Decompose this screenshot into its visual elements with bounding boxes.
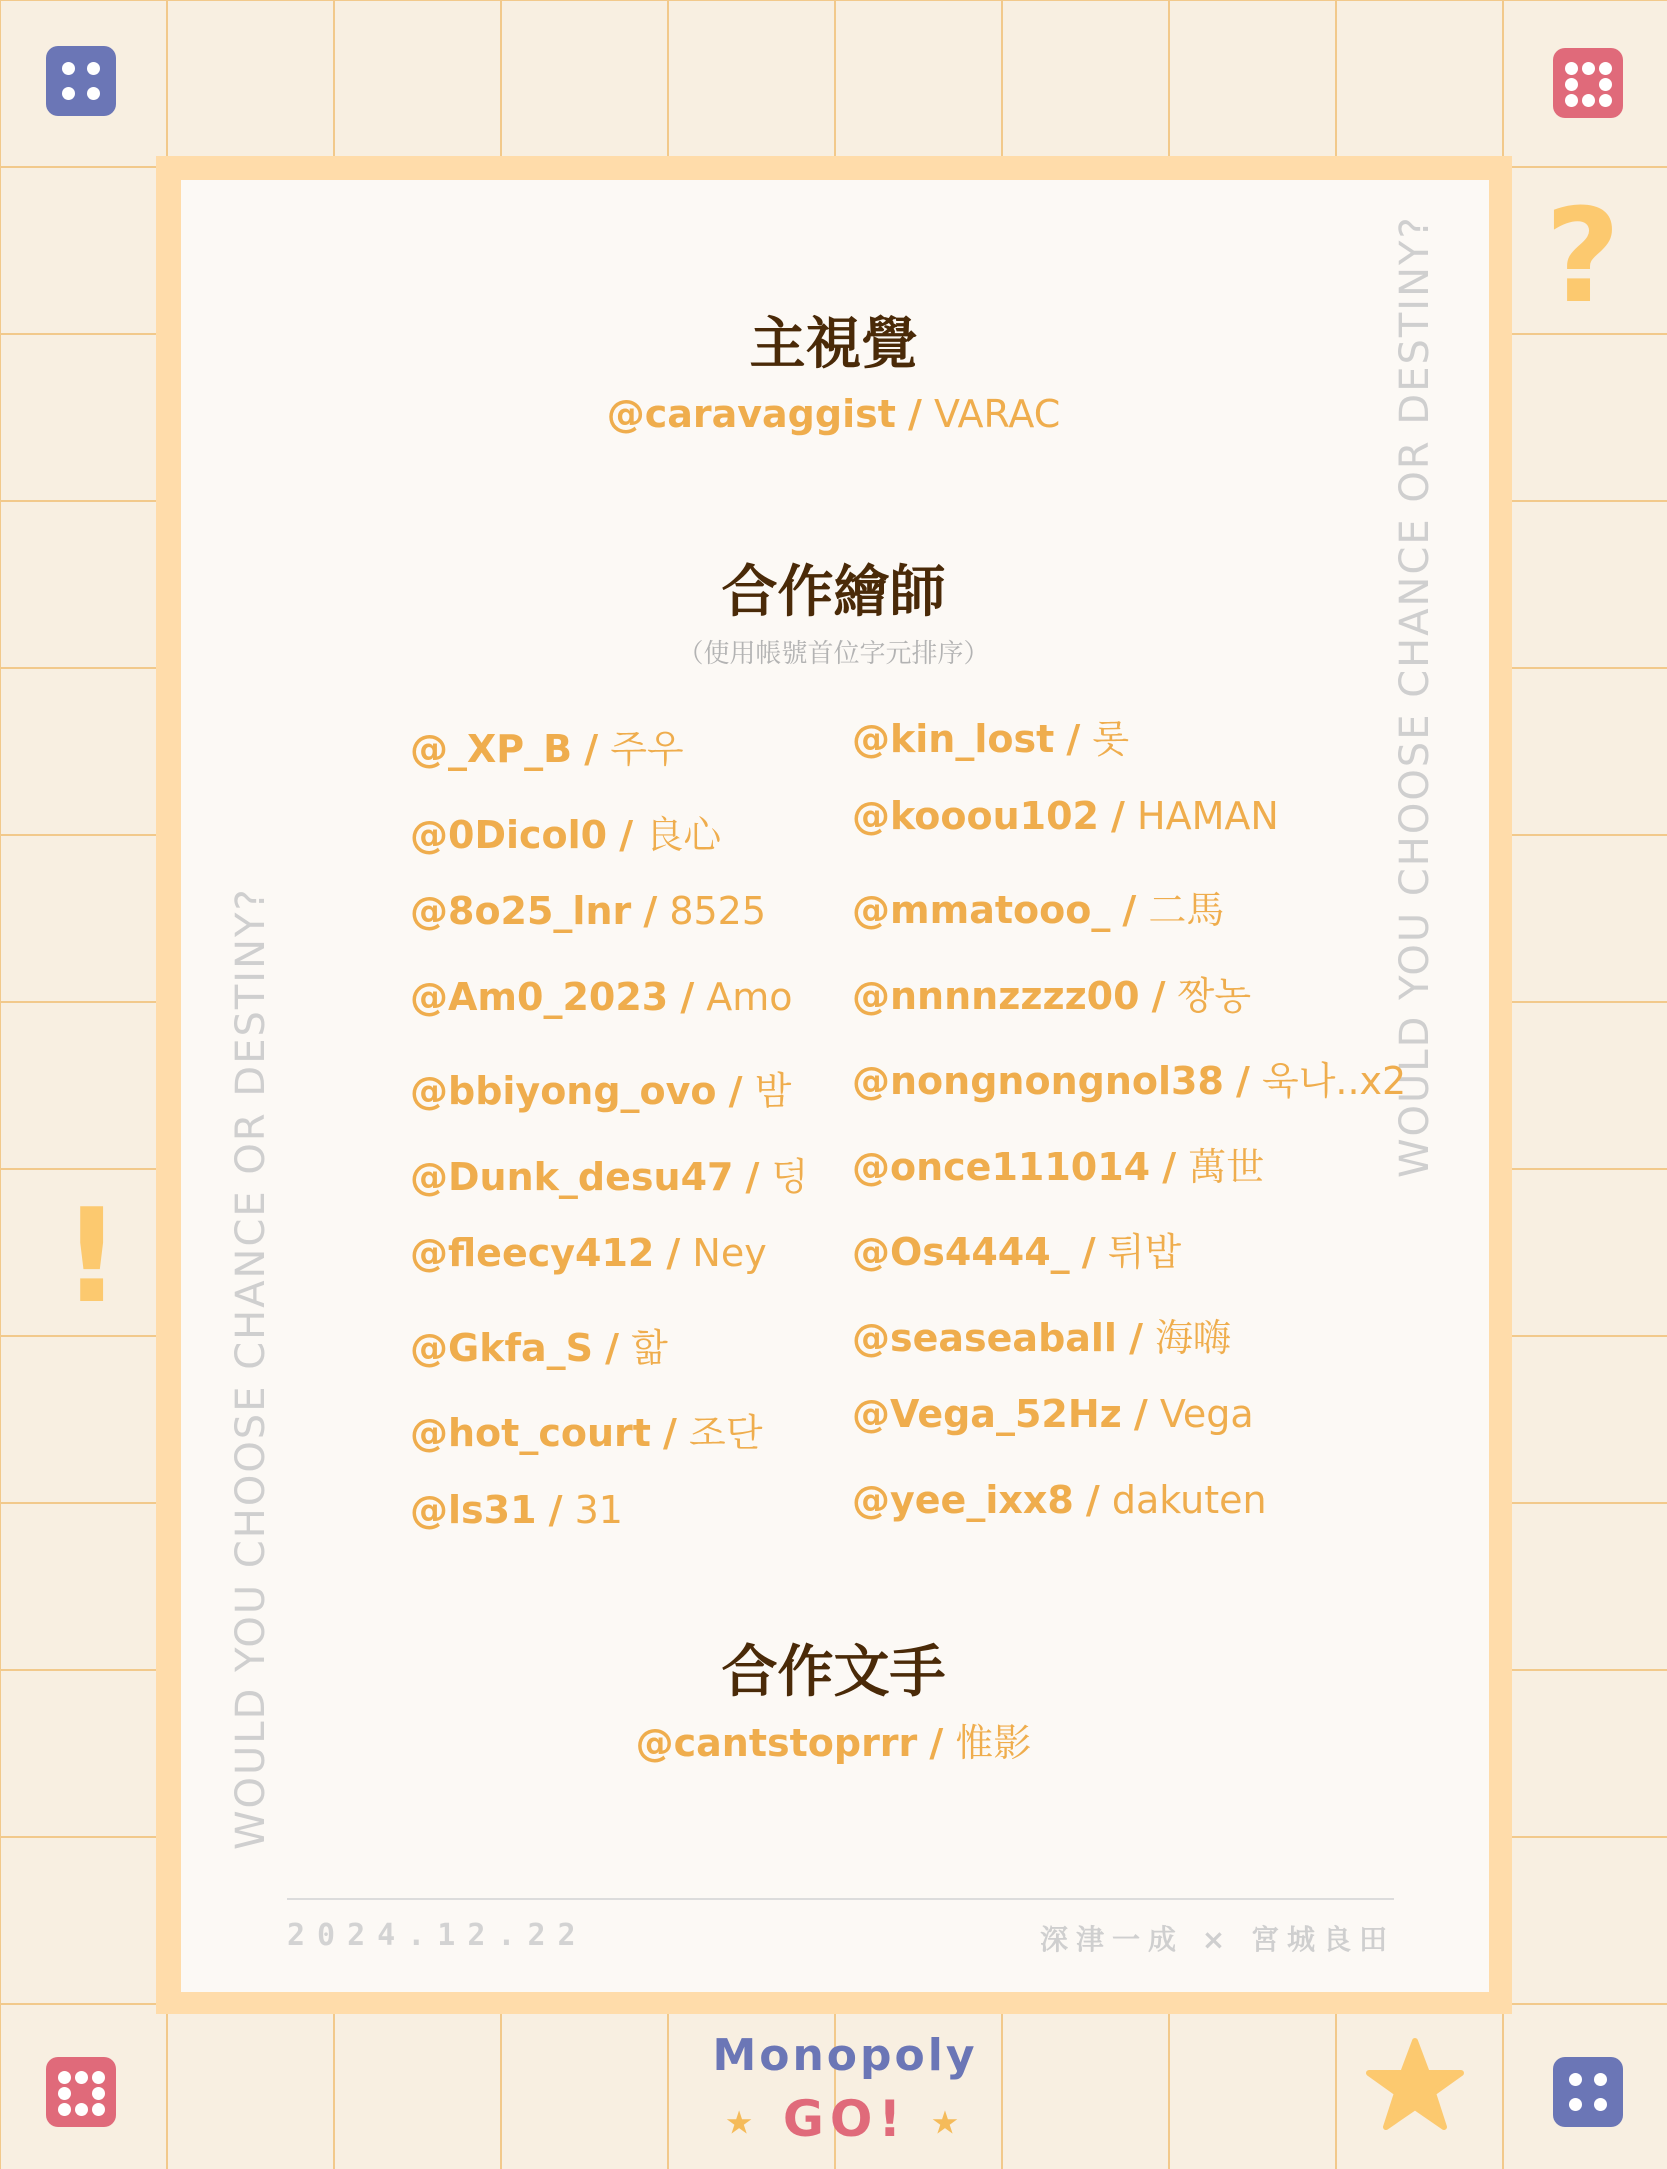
credit-separator: / <box>1162 1144 1177 1189</box>
credit-separator: / <box>1111 793 1125 838</box>
credit-handle: @once111014 <box>852 1144 1151 1189</box>
credit-name: 롯 <box>1092 717 1130 761</box>
credit-separator: / <box>908 392 922 436</box>
artist-credit-row <box>410 804 721 859</box>
credit-separator: / <box>663 1411 677 1455</box>
credit-name: 주우 <box>610 727 684 771</box>
credit-name: 밤 <box>754 1069 792 1113</box>
logo-go <box>700 2090 990 2148</box>
credit-handle: @ls31 <box>410 1487 537 1532</box>
credit-separator: / <box>1081 1230 1096 1274</box>
section-title-writers: 合作文手 <box>721 1640 946 1705</box>
credit-separator: / <box>548 1487 563 1532</box>
credit-separator: / <box>619 812 634 857</box>
credit-handle: @cantstoprrr <box>635 1721 918 1765</box>
credit-handle: @Gkfa_S <box>410 1325 594 1370</box>
side-tagline-right: WOULD YOU CHOOSE CHANCE OR DESTINY? <box>1392 215 1438 1178</box>
logo-monopoly-text: Monopoly <box>712 2030 978 2081</box>
credit-separator: / <box>666 1231 681 1275</box>
credit-name: 31 <box>574 1487 623 1532</box>
credit-handle: @Os4444_ <box>852 1230 1070 1274</box>
artist-credit-row <box>852 965 1251 1020</box>
credit-writer <box>0 1712 1667 1767</box>
credit-name: 짱농 <box>1177 973 1252 1018</box>
logo-go-text: GO! <box>782 2090 908 2148</box>
credit-handle: @seaseaball <box>852 1315 1117 1360</box>
credit-name: 海嗨 <box>1155 1315 1232 1360</box>
credit-separator: / <box>1066 717 1081 761</box>
artist-credit-row <box>852 1307 1231 1362</box>
artist-credit-row <box>410 1317 668 1372</box>
artist-credit-row <box>852 1136 1264 1191</box>
credit-separator: / <box>1133 1392 1148 1436</box>
side-tagline-left: WOULD YOU CHOOSE CHANCE OR DESTINY? <box>228 887 274 1850</box>
credit-handle: @0Dicol0 <box>410 812 608 857</box>
credit-name: 二馬 <box>1148 888 1225 932</box>
credit-handle: @_XP_B <box>410 727 573 771</box>
die-four-icon <box>1553 2057 1623 2127</box>
credit-separator: / <box>584 727 599 771</box>
credit-separator: / <box>1236 1059 1250 1103</box>
logo-star-icon: ★ <box>930 2103 966 2142</box>
credit-handle: @Am0_2023 <box>410 974 669 1019</box>
credit-handle: @fleecy412 <box>410 1231 655 1275</box>
credit-handle: @kin_lost <box>852 717 1055 761</box>
artist-credit-row <box>852 708 1129 763</box>
credit-name: HAMAN <box>1137 793 1279 838</box>
credit-separator: / <box>680 974 695 1019</box>
credit-handle: @nongnongnol38 <box>852 1059 1224 1103</box>
artist-credit-row <box>852 1478 1267 1522</box>
credit-name: 8525 <box>669 889 767 933</box>
footer-pairing: 深津一成 × 宮城良田 <box>1040 1923 1395 1956</box>
credit-name: 조단 <box>689 1411 763 1455</box>
credit-handle: @kooou102 <box>852 793 1099 838</box>
section-title-artists: 合作繪師 <box>721 560 946 625</box>
footer-date: 2024.12.22 <box>287 1918 588 1953</box>
footer-divider <box>287 1898 1394 1900</box>
star-icon <box>1365 2035 1465 2135</box>
credit-main-visual <box>0 392 1667 436</box>
credit-name: 욱나..x2 <box>1261 1059 1407 1103</box>
artist-credit-row <box>852 879 1224 934</box>
credit-handle: @yee_ixx8 <box>852 1477 1074 1522</box>
artist-credit-row <box>410 1060 791 1115</box>
credit-name: 萬世 <box>1188 1144 1265 1189</box>
artist-credit-row <box>410 1231 767 1275</box>
credit-separator: / <box>1122 888 1137 932</box>
credit-name: Amo <box>706 974 793 1019</box>
artist-credit-row <box>410 975 793 1019</box>
credit-separator: / <box>605 1325 619 1370</box>
credit-handle: @8o25_lnr <box>410 889 632 933</box>
artist-credit-row <box>852 1392 1254 1436</box>
credit-separator: / <box>643 889 658 933</box>
artist-credit-row <box>852 1221 1181 1276</box>
section-title-main-visual: 主視覺 <box>749 312 918 377</box>
question-mark-icon: ? <box>1545 180 1621 332</box>
credit-separator: / <box>1085 1477 1100 1522</box>
credit-name: 덩 <box>771 1154 809 1199</box>
credit-separator: / <box>728 1069 743 1113</box>
artist-credit-row <box>410 1146 808 1201</box>
die-four-icon <box>46 46 116 116</box>
logo-star-icon: ★ <box>724 2103 760 2142</box>
credit-name: Vega <box>1159 1392 1254 1436</box>
credit-name: dakuten <box>1111 1477 1267 1522</box>
artist-credit-row <box>410 1488 623 1532</box>
artist-credit-row <box>410 718 684 773</box>
credit-name: VARAC <box>933 392 1061 436</box>
credit-name: 良心 <box>645 812 722 857</box>
artist-credit-row <box>852 1050 1406 1105</box>
credit-separator: / <box>745 1154 760 1199</box>
credit-name: 핢 <box>631 1325 668 1370</box>
credit-handle: @hot_court <box>410 1411 651 1455</box>
die-six-icon <box>1553 48 1623 118</box>
credit-separator: / <box>929 1721 944 1765</box>
die-six-icon <box>46 2057 116 2127</box>
credit-handle: @Dunk_desu47 <box>410 1154 734 1199</box>
credit-name: 惟影 <box>955 1721 1032 1765</box>
credit-separator: / <box>1129 1315 1143 1360</box>
credit-handle: @Vega_52Hz <box>852 1392 1122 1436</box>
credit-handle: @nnnnzzzz00 <box>852 973 1140 1018</box>
artist-credit-row <box>410 1402 762 1457</box>
exclamation-mark-icon: ! <box>62 1180 122 1332</box>
credit-handle: @bbiyong_ovo <box>410 1069 717 1113</box>
credit-separator: / <box>1151 973 1166 1018</box>
credit-handle: @caravaggist <box>606 392 896 436</box>
artist-credit-row <box>410 889 766 933</box>
credit-name: Ney <box>692 1231 767 1275</box>
credit-name: 튀밥 <box>1107 1230 1182 1274</box>
section-subtitle-artists: （使用帳號首位字元排序） <box>677 639 990 669</box>
artist-credit-row <box>852 794 1279 838</box>
credit-handle: @mmatooo_ <box>852 888 1111 932</box>
